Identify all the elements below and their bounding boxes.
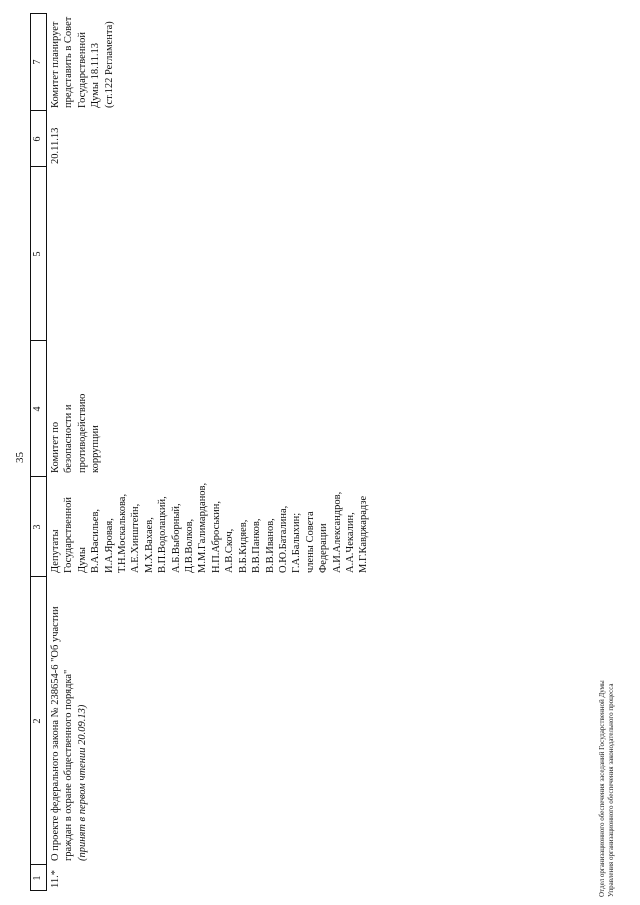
date-value: 20.11.13 [50,127,61,164]
bill-initiators: Депутаты Государственной Думы В.А.Васильев, И.А.Яровая, Т.Н.Москалькова, А.Е.Хинштейн, М.Х.Вахаев, В.П.Водолацкий, А.Б.Выборный, Д.В.Волков, М.М.Галимарданов, Н.П.Аброськин, А.В.Скоч, В.Б.Кидяев, В.В.Панков, В.В.Иванов, О.Ю.Баталина, Г.А.Балыхин; члены Совета Федерации А.И.Александров, А.А.Чекалин, М.Г.Кавджарадзе [50,482,370,573]
column-header-2: 2 [32,718,43,724]
bills-table [30,13,590,891]
bill-title: О проекте федерального закона № 238654-6 "Об участии граждан в охране общественного порядка" [50,606,75,861]
column-header-7: 7 [32,59,43,65]
column-header-3: 3 [32,524,43,530]
bill-reading-note: (принят в первом чтении 20.09.13) [77,704,88,861]
responsible-committee: Комитет по безопасности и противодействию коррупции [50,393,102,473]
row-number: 11.* [50,870,61,888]
page-number: 35 [14,452,26,463]
table-header-rule [46,13,47,891]
column-header-5: 5 [32,251,43,257]
column-header-4: 4 [32,406,43,412]
status-note: Комитет планирует представить в Совет Государственной Думы 18.11.13 (ст.122 Регламента) [50,16,115,108]
footer-line-1: Отдел организационного обеспечения заседаний Государственной Думы [598,680,606,897]
column-header-6: 6 [32,136,43,142]
column-header-1: 1 [32,875,43,881]
footer-line-2: Управления организационного обеспечения законодательного процесса [607,683,615,897]
page-footer [598,680,616,897]
